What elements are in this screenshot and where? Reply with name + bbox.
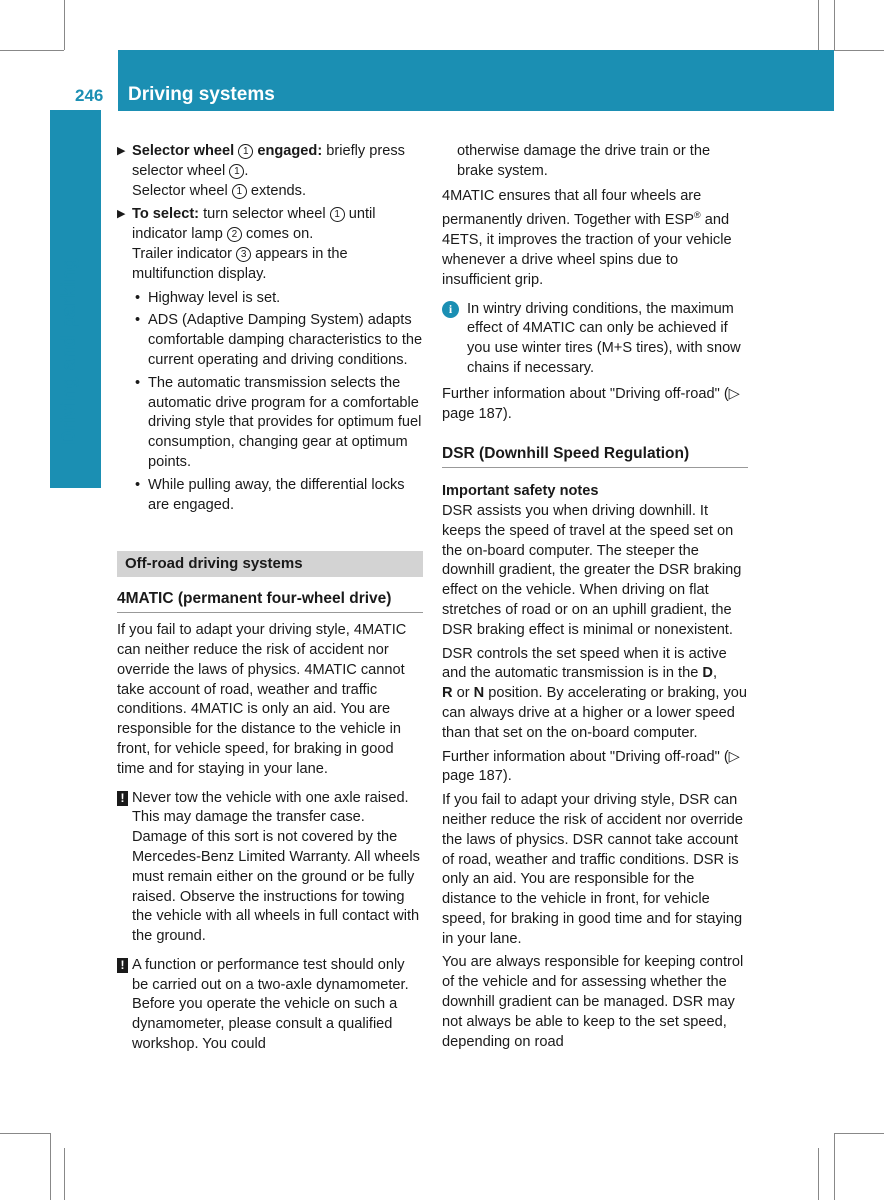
matic-heading: 4MATIC (permanent four-wheel drive) [117,589,423,613]
arrow-icon: ▶ [117,208,126,221]
gear-n: N [473,685,485,702]
step-label: Selector wheel [132,143,235,159]
continued-text: otherwise damage the drive train or the brake system. [457,143,711,179]
matic-paragraph: If you fail to adapt your driving style, 4MATIC can neither reduce the risk of accident nor override the laws of physics. 4MATIC cannot take account of road, weather and traffic conditions. 4MATIC is only an aid. You are responsible for the distance to the vehicle in front, for vehicle speed, for braking in good time and for staying in your lane. [117,622,407,777]
left-column [117,142,423,1055]
paragraph-text: or [452,685,474,702]
paragraph-text: DSR controls the set speed when it is active and the automatic transmission is in the [442,645,727,682]
list-item-text: ADS (Adaptive Damping System) adapts comfortable damping characteristics to the current operating and driving conditions. [148,312,423,368]
list-item-text: While pulling away, the differential locks are engaged. [148,476,405,513]
gear-r: R [442,685,453,702]
step-engage [117,142,423,201]
warning-note [117,956,423,1055]
list-item-text: Highway level is set. [148,289,281,306]
crop-mark [0,50,64,51]
number-3-icon: 3 [236,247,251,262]
bullet-icon: • [135,312,141,329]
step-text: comes on. [245,226,314,243]
crop-mark [0,1133,50,1134]
side-tab-label: Driving and parking [58,257,80,445]
arrow-icon: ▶ [117,145,126,157]
warning-text: Never tow the vehicle with one axle raised. This may damage the transfer case. Damage of this sort is not covered by the Mercedes-Benz Limited Warranty. All wheels must remain either on the ground or be fully raised. Observe the instructions for towing the vehicle with all wheels in full contact with the ground. [132,789,420,945]
number-2-icon: 2 [227,227,242,242]
dsr-paragraph: DSR assists you when driving downhill. It keeps the speed of travel at the speed set on the on-board computer. The steeper the downhill gradient, the greater the DSR braking effect on the vehicle. When driving on flat stretches of road or on an uphill gradient, the DSR braking effect is minimal or nonexistent. [442,502,742,638]
paragraph-text: and 4ETS, it improves the traction of your vehicle whenever a drive wheel spins due to insufficient grip. [442,212,732,288]
crop-mark [834,1133,835,1200]
list-item [117,311,423,370]
crop-mark [834,1133,884,1134]
dsr-aid-paragraph: If you fail to adapt your driving style, DSR can neither reduce the risk of accident nor override the laws of physics. DSR cannot take account of road, weather and traffic conditions. DSR is only an aid. You are responsible for the distance to the vehicle in front, for vehicle speed, for braking in good time and for staying in your lane. [442,792,743,947]
crop-mark [64,1148,65,1200]
right-column [442,142,748,1052]
safety-heading: Important safety notes [442,483,599,500]
step-select [117,205,423,284]
crop-mark [818,0,819,50]
list-item [117,289,423,309]
step-text: Trailer indicator [132,245,233,262]
list-item [117,374,423,473]
info-icon: i [442,301,459,318]
responsibility-paragraph: You are always responsible for keeping control of the vehicle and for assessing whether the downhill gradient can be managed. DSR may not always be able to keep to the set speed, depending on road [442,954,744,1050]
info-text: In wintry driving conditions, the maximum effect of 4MATIC can only be achieved if you use winter tires (M+S tires), with snow chains if necessary. [467,300,741,376]
paragraph-text: , [712,665,717,682]
paragraph-text: 4MATIC ensures that all four wheels are permanently driven. Together with ESP [442,187,702,229]
page-number: 246 [75,86,104,105]
crop-mark [818,1148,819,1200]
registered-mark: ® [694,210,701,221]
number-1-icon: 1 [330,207,345,222]
step-text: . [244,162,249,179]
list-item-text: The automatic transmission selects the automatic drive program for a comfortable driving style that provides for optimum fuel consumption, changing gear at optimum points. [148,374,422,470]
warning-text: A function or performance test should only be carried out on a two-axle dynamometer. Before you operate the vehicle on such a dynamometer, please consult a qualified workshop. You could [132,956,409,1053]
number-1-icon: 1 [229,164,244,179]
bullet-icon: • [135,374,141,391]
page-title: Driving systems [128,84,275,105]
info-note [442,300,748,379]
warning-note [117,789,423,947]
dsr-controls-paragraph [442,645,748,744]
step-text: extends. [250,182,307,199]
step-text: until indicator lamp [132,206,376,243]
bullet-icon: • [135,476,141,493]
step-label: To select: [132,206,200,223]
crop-mark [64,0,65,50]
paragraph-text: position. By accelerating or braking, you can always drive at a higher or a lower speed than that set on the on-board computer. [442,685,748,741]
dsr-heading: DSR (Downhill Speed Regulation) [442,444,748,468]
step-text: turn selector wheel [203,206,326,223]
warning-icon: ! [117,791,128,806]
further-info: Further information about "Driving off-road" (▷ page 187). [442,385,740,422]
number-1-icon: 1 [232,184,247,199]
step-text: briefly press selector wheel [132,143,405,179]
warning-icon: ! [117,958,128,973]
step-text: appears in the multifunction display. [132,245,348,282]
offroad-section-heading: Off-road driving systems [117,551,423,577]
crop-mark [834,50,884,51]
step-text: Selector wheel [132,182,228,199]
number-1-icon: 1 [238,144,253,159]
crop-mark [50,1133,51,1200]
further-info: Further information about "Driving off-road" (▷ page 187). [442,748,740,785]
step-label: engaged: [257,143,323,159]
list-item [117,476,423,516]
gear-d: D [702,665,713,682]
matic-ensures-paragraph [442,187,748,291]
bullet-icon: • [135,289,141,306]
crop-mark [834,0,835,50]
